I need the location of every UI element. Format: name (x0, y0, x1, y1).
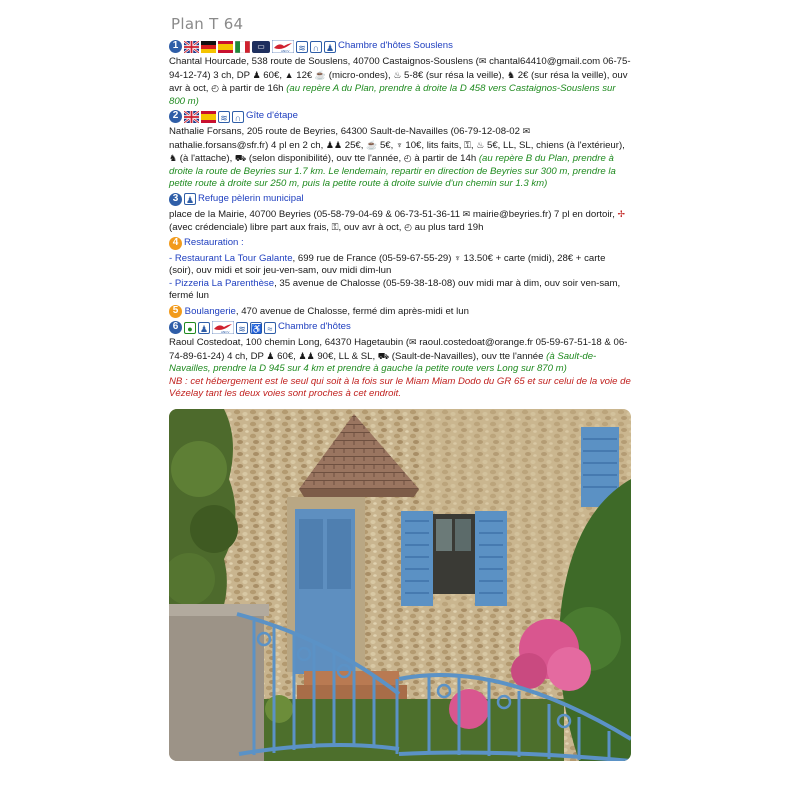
wifi-icon: ≋ (236, 322, 248, 334)
uk-flag-icon (184, 111, 199, 123)
entry-1-directions: (au repère A du Plan, prendre à droite la D 458 vers Castaignos-Souslens sur 800 m) (169, 83, 616, 107)
entry-2-text: Nathalie Forsans, 205 route de Beyries, 64300 Sault-de-Navailles (06-79-12-08-02 (169, 126, 523, 137)
entry-3-header (169, 192, 632, 207)
entry-6-note: NB : cet hébergement est le seul qui soit à la fois sur le Miam Miam Dodo du GR 65 et sur celui de la voie de Vézelay tant les deux voies sont proches à cet endroit. (169, 375, 631, 400)
house-photo-illustration (169, 409, 631, 761)
pilgrim-cross-icon: ✢ (617, 208, 626, 219)
entry-6 (169, 320, 632, 401)
clock-icon: ◴ (403, 153, 412, 163)
meal-icon: ♆ (454, 252, 461, 263)
entry-3-text: mairie@beyries.fr) 7 pl en dortoir, (470, 208, 618, 220)
entry-1-text: 5-8€ (sur résa la veille), (401, 69, 507, 81)
entry-1-title[interactable]: Chambre d'hôtes Souslens (338, 40, 453, 52)
entry-2 (169, 109, 632, 191)
plan-title: Plan T 64 (171, 15, 244, 33)
entry-5-title[interactable]: Boulangerie (184, 305, 236, 317)
entry-1-text: 60€, (260, 69, 285, 81)
restaurant-tour-galante-link[interactable]: - Restaurant La Tour Galante (169, 252, 293, 264)
pilgrim-icon: ♟ (199, 323, 209, 334)
entry-5-text: , 470 avenue de Chalosse, fermé dim après-midi et lun (235, 305, 469, 317)
tent-icon: ▲ (284, 69, 294, 80)
entry-3-text: place de la Mairie, 40700 Beyries (05-58-79-04-69 & 06-73-51-36-11 (169, 208, 463, 220)
entry-2-text: 10€, lits faits, (402, 139, 465, 151)
uk-flag-icon (184, 41, 199, 53)
entry-6-text: 90€, LL & SL, (314, 350, 378, 362)
horseshoe-icon: ∩ (310, 41, 322, 53)
ancv-voucher-icon (272, 40, 294, 53)
credit-card-icon: ▭ (252, 41, 270, 53)
entry-1-text: 12€ (293, 69, 315, 81)
clock-icon: ◴ (404, 222, 412, 232)
key-icon: ⚿ (331, 222, 339, 232)
entry-3-text: au plus tard 19h (411, 222, 484, 233)
entry-1-text: (micro-ondes), (326, 69, 394, 81)
entry-2-title[interactable]: Gîte d'étape (246, 110, 298, 122)
entry-6-header (169, 320, 632, 335)
entry-4 (169, 236, 632, 303)
entry-1-text: 2€ (sur résa la veille), ouv avr à oct, (169, 69, 628, 94)
swimming-pool-icon: ≈ (264, 322, 276, 334)
entry-5 (169, 305, 632, 319)
entry-2-text: 25€, (342, 139, 367, 151)
person-icon: ♟ (252, 69, 261, 80)
couple-icon: ♟♟ (298, 350, 315, 361)
bio-label-icon: ● (184, 322, 196, 334)
person-icon: ♟ (266, 350, 275, 361)
ancv-voucher-icon (212, 321, 234, 334)
entry-1-text: Chantal Hourcade, 538 route de Souslens, 40700 Castaignos-Souslens ( (169, 56, 479, 67)
entry-4-text: , 699 rue de France (05-59-67-55-29) (292, 252, 455, 264)
car-icon: ⛟ (234, 153, 247, 163)
entry-2-directions: (au repère B du Plan, prendre à droite la route de Beyries sur 1.7 km. Le lendemain, repartir en direction de Beyries sur 300 m, prendre la petite route à droite sur 250 m, puis la petite route à droite suivie d'un chemin sur 1.3 km) (169, 153, 616, 189)
entry-1-text: chantal64410@gmail.com 06-75-94-12-74) 3 ch, DP (169, 56, 631, 81)
entry-2-header (169, 109, 632, 124)
basin-icon: ♨ (393, 69, 402, 80)
italian-flag-icon (235, 41, 250, 53)
accessible-icon: ♿ (251, 323, 263, 334)
kitchen-icon: ☕ (314, 69, 327, 80)
entry-2-text: (selon disponibilité), ouv tte l'année, (246, 153, 404, 164)
car-icon: ⛟ (377, 350, 390, 361)
entry-number-badge: 3 (169, 193, 182, 206)
couple-icon: ♟♟ (325, 139, 343, 150)
entry-number-badge: 6 (169, 321, 182, 334)
entry-1-text: à partir de 16h (218, 83, 287, 94)
entry-2-text: à partir de 14h (411, 153, 479, 164)
entry-6-text: raoul.costedoat@orange.fr 05-59-67-51-18 & 06-74-89-61-24) 4 ch, DP (169, 337, 628, 362)
meal-icon: ♆ (395, 139, 403, 150)
entry-4-header (169, 236, 632, 251)
svg-text:ANCV: ANCV (221, 330, 230, 335)
house-photo (169, 409, 631, 761)
spanish-flag-icon (218, 41, 233, 53)
entry-3-title[interactable]: Refuge pèlerin municipal (198, 192, 304, 204)
wifi-icon: ≋ (296, 41, 308, 53)
entry-3-text: , ouv avr à oct, (338, 222, 405, 233)
entry-6-text: Raoul Costedoat, 100 chemin Long, 64370 Hagetaubin ( (169, 337, 410, 349)
pilgrim-icon: ♟ (325, 42, 335, 53)
entry-number-badge: 5 (169, 305, 182, 318)
breakfast-icon: ☕ (366, 139, 378, 150)
entry-6-text: 60€, (274, 350, 299, 362)
horse-icon: ♞ (169, 153, 178, 163)
entry-number-badge: 2 (169, 110, 182, 123)
entry-number-badge: 4 (169, 237, 182, 250)
entry-6-directions: (à Sault-de-Navailles, prendre la D 945 sur 4 km et prendre à gauche la petite route vers Long sur 870 m) (169, 350, 597, 375)
envelope-icon: ✉ (462, 208, 471, 219)
pilgrim-icon: ♟ (185, 195, 195, 205)
pizzeria-parenthese-link[interactable]: - Pizzeria La Parenthèse (169, 277, 275, 289)
entry-4-text: 13.50€ + carte (midi), 28€ + carte (soir), ouv midi et soir jeu-ven-sam, ouv midi dim-lun (169, 252, 606, 276)
entry-6-title[interactable]: Chambre d'hôtes (278, 321, 351, 333)
horseshoe-icon: ∩ (232, 111, 244, 123)
envelope-icon: ✉ (522, 126, 531, 136)
entry-4-text: , 35 avenue de Chalosse (05-59-38-18-08) ouv midi mar à dim, ouv soir ven-sam, fermé lun (169, 277, 621, 301)
entry-2-text: , (470, 139, 477, 151)
lodging-list (169, 39, 632, 402)
entry-2-text: 5€, LL, SL, chiens (à l'extérieur), (484, 139, 625, 151)
entry-3-text: (avec crédenciale) libre part aux frais, (169, 222, 332, 233)
entry-4-title[interactable]: Restauration : (184, 236, 244, 248)
wifi-icon: ≋ (218, 111, 230, 123)
horse-icon: ♞ (506, 69, 516, 80)
german-flag-icon (201, 41, 216, 53)
svg-text:ANCV: ANCV (281, 49, 290, 53)
entry-2-text: 5€, (377, 139, 396, 151)
entry-2-text: nathalie.forsans@sfr.fr) 4 pl en 2 ch, (169, 139, 326, 151)
clock-icon: ◴ (211, 83, 219, 93)
basin-icon: ♨ (476, 139, 485, 150)
envelope-icon: ✉ (409, 337, 417, 348)
spanish-flag-icon (201, 111, 216, 123)
entry-3 (169, 192, 632, 235)
entry-number-badge: 1 (169, 40, 182, 53)
key-icon: ⚿ (464, 139, 471, 150)
entry-1 (169, 39, 632, 108)
envelope-icon: ✉ (478, 56, 487, 66)
entry-1-header (169, 39, 632, 54)
entry-6-text: (Sault-de-Navailles), ouv tte l'année (389, 350, 547, 362)
entry-2-text: (à l'attache), (177, 153, 235, 164)
